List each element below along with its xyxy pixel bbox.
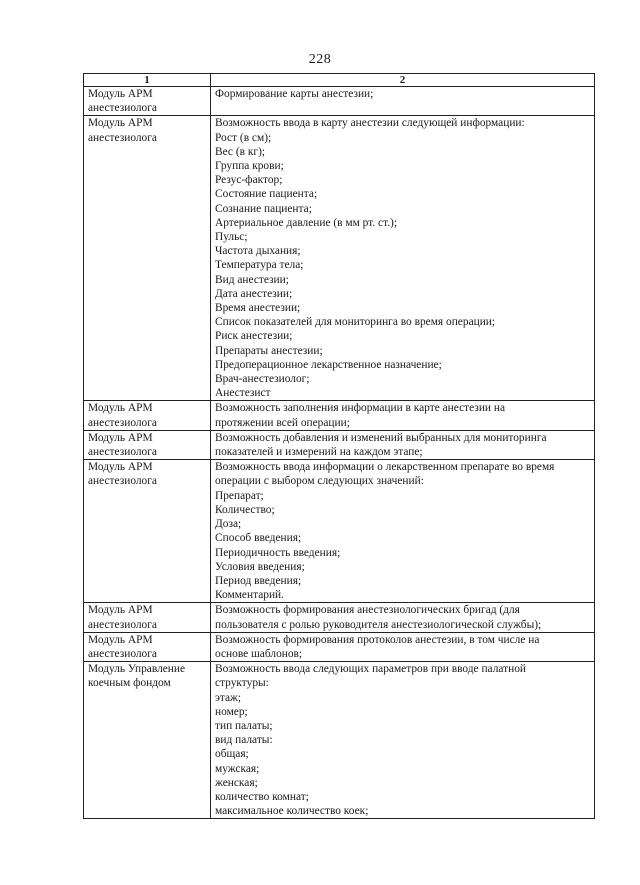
module-cell — [84, 430, 211, 459]
module-name-line: Модуль АРМ — [88, 88, 153, 100]
requirement-line: женская; — [215, 776, 258, 789]
module-name-line: анестезиолога — [88, 446, 157, 459]
requirement-cell — [211, 430, 595, 459]
requirement-line: Доза; — [215, 518, 242, 531]
requirement-line: показателей и измерений на каждом этапе; — [215, 446, 423, 459]
column-header-2: 2 — [211, 74, 595, 87]
module-cell — [84, 603, 211, 632]
table-row — [84, 632, 595, 661]
module-name-line: Модуль АРМ — [88, 402, 153, 415]
requirement-line: Дата анестезии; — [215, 287, 293, 300]
requirement-line: Количество; — [215, 503, 275, 516]
module-name-line: Модуль АРМ — [88, 461, 153, 474]
requirement-line: номер; — [215, 705, 248, 718]
requirement-line: Период введения; — [215, 574, 302, 587]
requirement-line: Врач-анестезиолог; — [215, 373, 310, 386]
module-name-line: Модуль Управление — [88, 663, 186, 676]
requirement-line: Частота дыхания; — [215, 245, 301, 258]
requirement-line: этаж; — [215, 691, 242, 704]
requirement-line: Резус-фактор; — [215, 174, 283, 187]
module-cell — [84, 401, 211, 430]
requirement-line: пользователя с ролью руководителя анестезиологической службы); — [215, 618, 542, 631]
requirement-line: Комментарий. — [215, 589, 284, 602]
module-cell — [84, 632, 211, 661]
requirement-line: Группа крови; — [215, 160, 284, 173]
requirement-line: Возможность формирования протоколов анестезии, в том числе на — [215, 633, 540, 646]
requirement-line: тип палаты; — [215, 719, 273, 732]
table-row — [84, 116, 595, 401]
module-name-line: Модуль АРМ — [88, 633, 153, 646]
table-row — [84, 87, 595, 116]
requirement-line: Возможность ввода следующих параметров при вводе палатной — [215, 663, 527, 676]
requirement-cell — [211, 401, 595, 430]
table-row — [84, 460, 595, 603]
module-cell — [84, 116, 211, 401]
requirement-line: Возможность ввода в карту анестезии следующей информации: — [215, 117, 525, 130]
table-header — [84, 74, 595, 87]
requirement-line: Периодичность введения; — [215, 546, 341, 559]
requirement-line: Условия введения; — [215, 560, 305, 573]
module-cell — [84, 87, 211, 116]
requirement-line: общая; — [215, 748, 249, 761]
requirement-line: Препарат; — [215, 489, 264, 502]
requirement-line: Возможность формирования анестезиологических бригад (для — [215, 604, 520, 617]
requirement-line: Возможность ввода информации о лекарственном препарате во время — [215, 461, 555, 474]
table-row — [84, 603, 595, 632]
requirement-line: Время анестезии; — [215, 302, 301, 315]
requirement-line: Препараты анестезии; — [215, 344, 323, 357]
module-name-line: анестезиолога — [88, 647, 157, 660]
requirement-line: Рост (в см); — [215, 131, 272, 144]
requirement-line: количество комнат; — [215, 790, 309, 803]
page-number: 228 — [308, 52, 332, 67]
module-name-line: Модуль АРМ — [88, 431, 153, 444]
module-name-line: анестезиолога — [88, 416, 157, 429]
requirement-line: мужская; — [215, 762, 260, 775]
table-row — [84, 662, 595, 819]
requirement-line: Возможность добавления и изменений выбранных для мониторинга — [215, 431, 547, 444]
module-name-line: Модуль АРМ — [88, 604, 153, 617]
requirement-line: Возможность заполнения информации в карте анестезии на — [215, 402, 506, 415]
requirement-line: максимальное количество коек; — [215, 805, 369, 818]
requirement-line: Состояние пациента; — [215, 188, 318, 201]
requirement-line: Способ введения; — [215, 532, 302, 545]
requirement-line: Предоперационное лекарственное назначение; — [215, 358, 442, 371]
module-name-line: анестезиолога — [88, 102, 157, 115]
requirement-line: Артериальное давление (в мм рт. ст.); — [215, 216, 398, 229]
module-name-line: анестезиолога — [88, 618, 157, 631]
requirement-line: вид палаты: — [215, 734, 273, 747]
requirement-line: Пульс; — [215, 231, 248, 244]
requirement-cell — [211, 662, 595, 819]
requirements-table — [83, 73, 595, 819]
module-name-line: Модуль АРМ — [88, 117, 153, 130]
requirement-line: Вид анестезии; — [215, 273, 289, 286]
requirement-line: Анестезист — [215, 387, 271, 400]
requirement-cell — [211, 603, 595, 632]
table-row — [84, 401, 595, 430]
requirement-line: протяжении всей операции; — [215, 416, 350, 429]
requirement-line: структуры: — [215, 677, 269, 690]
module-cell — [84, 460, 211, 603]
column-header-1: 1 — [84, 74, 211, 87]
requirement-line: Температура тела; — [215, 259, 304, 272]
requirement-cell — [211, 116, 595, 401]
module-name-line: коечным фондом — [88, 677, 171, 690]
requirement-line: Список показателей для мониторинга во время операции; — [215, 316, 496, 329]
requirement-cell — [211, 87, 595, 116]
requirement-cell — [211, 632, 595, 661]
table-row — [84, 430, 595, 459]
table-header-row — [84, 74, 595, 87]
requirement-line: основе шаблонов; — [215, 647, 303, 660]
requirement-line: Вес (в кг); — [215, 145, 266, 158]
requirement-line: операции с выбором следующих значений: — [215, 475, 424, 488]
requirement-line: Формирование карты анестезии; — [215, 88, 374, 100]
module-name-line: анестезиолога — [88, 131, 157, 144]
module-cell — [84, 662, 211, 819]
module-name-line: анестезиолога — [88, 475, 157, 488]
table-body — [84, 87, 595, 819]
requirement-line: Сознание пациента; — [215, 202, 312, 215]
requirement-line: Риск анестезии; — [215, 330, 293, 343]
requirement-cell — [211, 460, 595, 603]
